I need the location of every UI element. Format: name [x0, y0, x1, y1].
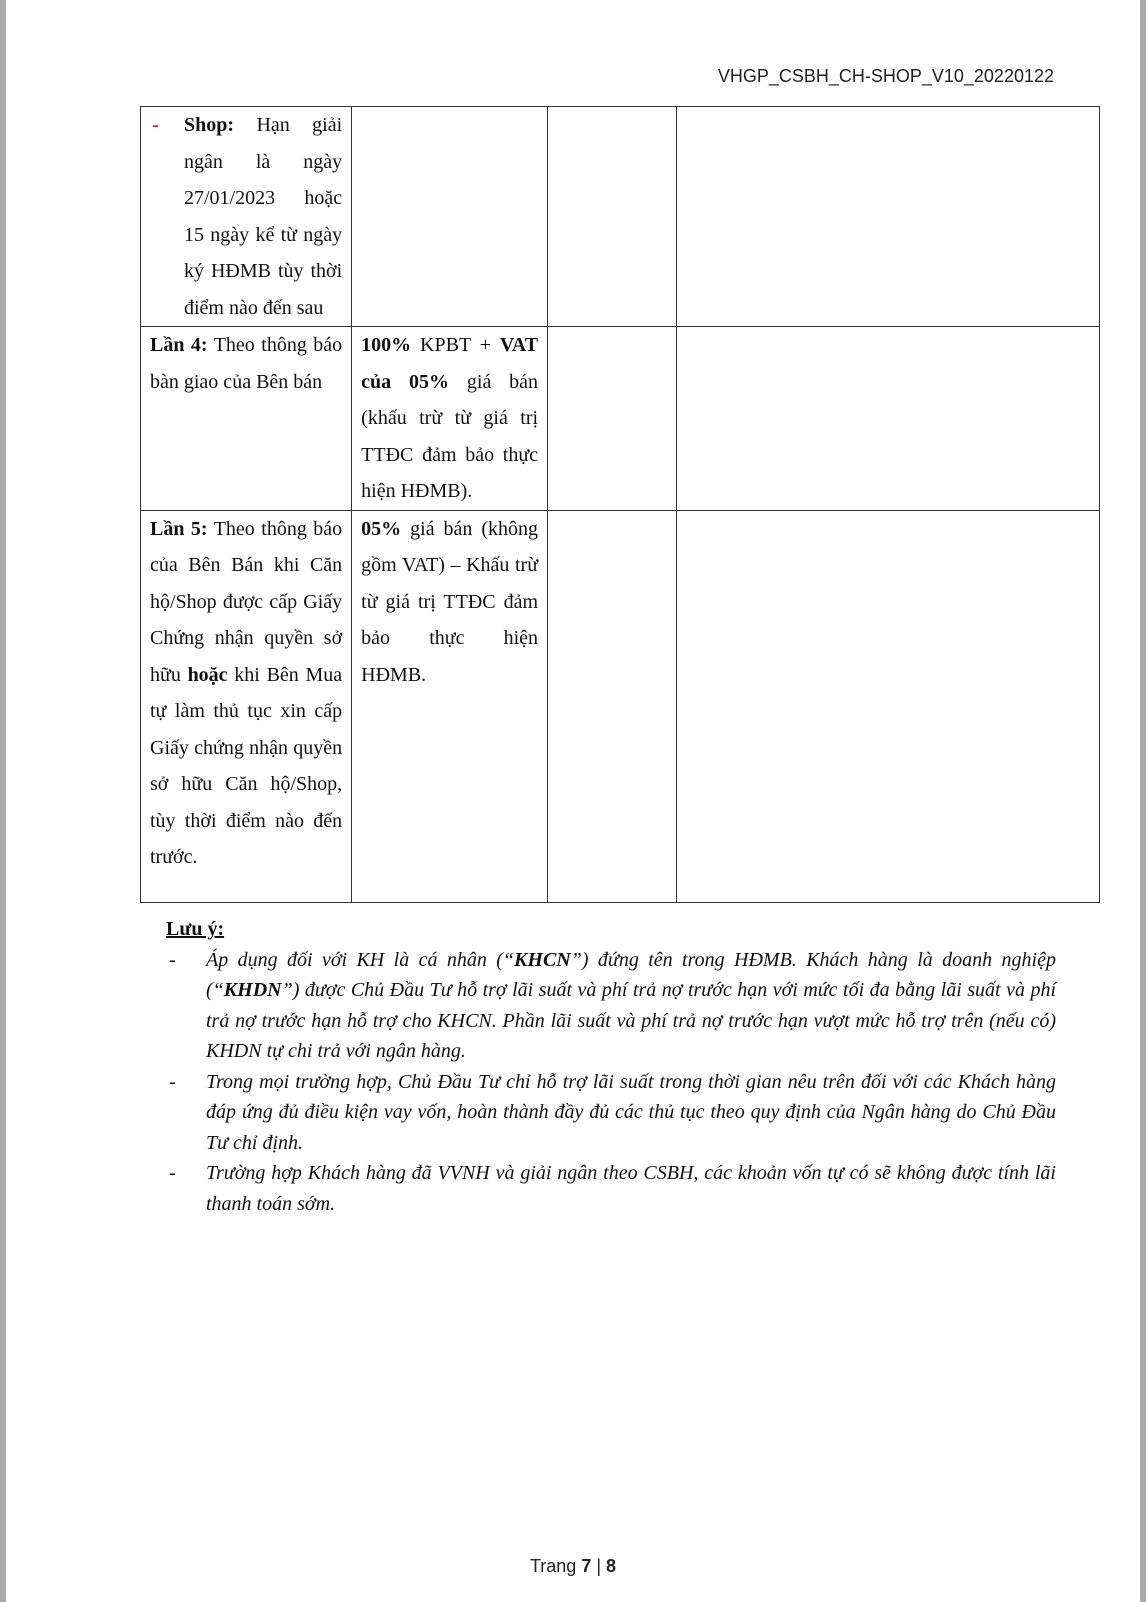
amount-body: giá bán (không gồm VAT) – Khấu trừ từ giá trị TTĐC đảm bảo thực hiện HĐMB.: [361, 517, 539, 686]
table-cell-empty: [548, 107, 677, 327]
table-cell-empty: [676, 510, 1099, 902]
page-number: 7: [581, 1556, 592, 1576]
condition-body: khi Bên Mua tự làm thủ tục xin cấp Giấy chứng nhận quyền sở hữu Căn hộ/Shop, tùy thời điểm nào đến trước.: [150, 663, 343, 868]
amount-text: [361, 327, 538, 510]
amount-body: giá bán (khấu trừ từ giá trị TTĐC đảm bảo thực hiện HĐMB).: [361, 370, 539, 502]
bullet-dash: -: [152, 114, 159, 136]
document-code: VHGP_CSBH_CH-SHOP_V10_20220122: [717, 66, 1054, 86]
table-cell-empty: [676, 327, 1099, 511]
amount-body: KPBT +: [411, 334, 500, 356]
condition-label: Shop:: [184, 114, 235, 136]
table-cell-amount: [352, 107, 548, 327]
note-bold: KHDN: [223, 979, 282, 1001]
note-dash: -: [169, 1162, 176, 1184]
note-item: [166, 1067, 1056, 1159]
note-item: [166, 945, 1056, 1067]
condition-body: Theo thông báo bàn giao của Bên bán: [150, 334, 343, 393]
note-text: ”) được Chủ Đầu Tư hỗ trợ lãi suất và phí trả nợ trước hạn với mức tối đa bằng lãi suất và phí trả nợ trước hạn hỗ trợ cho KHCN. Phần lãi suất và phí trả nợ trước hạn vượt mức hỗ trợ trên (nếu có) KHDN tự chi trả với ngân hàng.: [206, 979, 1056, 1062]
table-cell-condition: [141, 510, 352, 902]
table-cell-condition: [141, 327, 352, 511]
table-cell-empty: [676, 107, 1099, 327]
condition-text: [150, 327, 342, 400]
page-label: Trang: [529, 1556, 582, 1576]
note-item: [166, 1158, 1056, 1219]
note-text: Trường hợp Khách hàng đã VVNH và giải ngân theo CSBH, các khoản vốn tự có sẽ không được tính lãi thanh toán sớm.: [206, 1162, 1056, 1215]
condition-body: Theo thông báo của Bên Bán khi Căn hộ/Shop được cấp Giấy Chứng nhận quyền sở hữu: [150, 517, 343, 686]
note-bold: KHCN: [514, 948, 571, 971]
amount-bold: 05%: [361, 517, 402, 540]
table-row: [141, 327, 1100, 511]
note-dash: -: [169, 1070, 176, 1093]
note-text: Áp dụng đối với KH là cá nhân (“: [206, 948, 515, 971]
note-text: ”) đứng tên trong HĐMB. Khách hàng là doanh nghiệp (“: [206, 948, 1056, 1001]
page-total: 8: [606, 1556, 617, 1576]
document-page: [6, 0, 1140, 1602]
page-separator: |: [591, 1556, 607, 1576]
amount-bold: VAT của 05%: [361, 334, 539, 393]
table-row: [141, 510, 1100, 902]
note-text: Trong mọi trường hợp, Chủ Đầu Tư chỉ hỗ trợ lãi suất trong thời gian nêu trên đối với các Khách hàng đáp ứng đủ điều kiện vay vốn, hoàn thành đầy đủ các thủ tục theo quy định của Ngân hàng do Chủ Đầu Tư chỉ định.: [206, 1070, 1056, 1154]
notes-section: [166, 914, 1056, 1219]
page-footer: [6, 1556, 1140, 1577]
condition-label: Lần 4:: [150, 334, 208, 356]
condition-text: [184, 107, 342, 326]
condition-text: [150, 511, 342, 876]
table-cell-condition: [141, 107, 352, 327]
condition-body: Hạn giải ngân là ngày 27/01/2023 hoặc 15 ngày kể từ ngày ký HĐMB tùy thời điểm nào đến sau: [184, 114, 343, 319]
condition-label: Lần 5:: [150, 517, 208, 540]
notes-title: Lưu ý:: [166, 918, 225, 940]
table-row: [141, 107, 1100, 327]
payment-schedule-table: [140, 106, 1100, 903]
note-dash: -: [169, 948, 176, 971]
table-cell-amount: [352, 510, 548, 902]
condition-bold: hoặc: [187, 663, 228, 686]
table-cell-amount: [352, 327, 548, 511]
table-cell-empty: [548, 327, 677, 511]
amount-text: [361, 511, 538, 694]
bullet-item: [150, 107, 342, 326]
amount-bold: 100%: [361, 334, 412, 356]
table-cell-empty: [548, 510, 677, 902]
